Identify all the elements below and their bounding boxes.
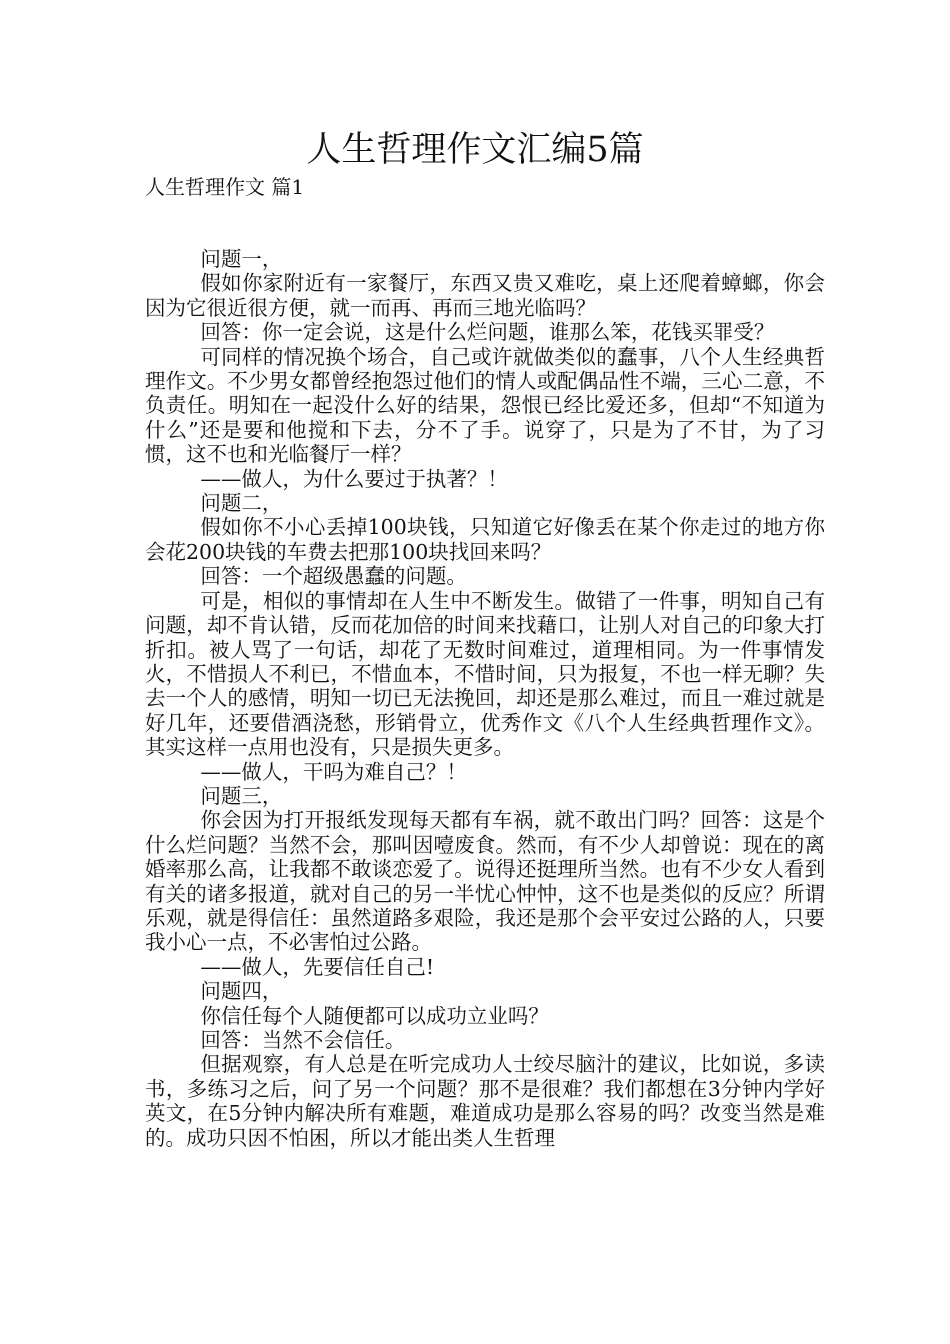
paragraph: 你会因为打开报纸发现每天都有车祸，就不敢出门吗？回答：这是个什么烂问题？当然不会，那叫因噎废食。然而，有不少人却曾说：现在的离婚率那么高，让我都不敢谈恋爱了。说得还挺理所当然。也有不少女人看到有关的诸多报道，就对自己的另一半忧心忡忡，这不也是类似的反应？所谓乐观，就是得信任：虽然道路多艰险，我还是那个会平安过公路的人，只要我小心一点，不必害怕过公路。	[145, 808, 825, 955]
document-title: 人生哲理作文汇编5篇	[306, 130, 644, 170]
paragraph: 可同样的情况换个场合，自己或许就做类似的蠢事，八个人生经典哲理作文。不少男女都曾经抱怨过他们的情人或配偶品性不端，三心二意，不负责任。明知在一起没什么好的结果，怨恨已经比爱还多，但却“不知道为什么”还是要和他搅和下去，分不了手。说穿了，只是为了不甘，为了习惯，这不也和光临餐厅一样？	[145, 344, 825, 467]
paragraph: 回答：当然不会信任。	[200, 1028, 406, 1052]
paragraph: 假如你家附近有一家餐厅，东西又贵又难吃，桌上还爬着蟑螂，你会因为它很近很方便，就一而再、再而三地光临吗？	[145, 271, 825, 320]
paragraph: 问题四，	[200, 979, 283, 1004]
paragraph: 回答：你一定会说，这是什么烂问题，谁那么笨，花钱买罪受？	[200, 320, 775, 345]
paragraph: 回答：一个超级愚蠢的问题。	[200, 564, 467, 589]
paragraph: 可是，相似的事情却在人生中不断发生。做错了一件事，明知自己有问题，却不肯认错，反而花加倍的时间来找藉口，让别人对自己的印象大打折扣。被人骂了一句话，却花了无数时间难过，道理相同。为一件事情发火，不惜损人不利已，不惜血本，不惜时间，只为报复，不也一样无聊？失去一个人的感情，明知一切已无法挽回，却还是那么难过，而且一难过就是好几年，还要借酒浇愁，形销骨立，优秀作文《八个人生经典哲理作文》。其实这样一点用也没有，只是损失更多。	[145, 588, 825, 760]
paragraph: 你信任每个人随便都可以成功立业吗？	[200, 1003, 549, 1028]
paragraph: 问题一，	[200, 247, 283, 271]
paragraph: ——做人，干吗为难自己？！	[200, 759, 467, 784]
section-heading: 人生哲理作文 篇1	[145, 175, 305, 199]
paragraph: 但据观察，有人总是在听完成功人士绞尽脑汁的建议，比如说，多读书，多练习之后，问了另一个问题？那不是很难？我们都想在3分钟内学好英文，在5分钟内解决所有难题，难道成功是那么容易的吗？改变当然是难的。成功只因不怕困，所以才能出类人生哲理	[145, 1052, 825, 1150]
paragraph: ——做人，为什么要过于执著？！	[200, 466, 508, 491]
paragraph: ——做人，先要信任自己!	[200, 954, 435, 979]
paragraph: 问题三，	[200, 783, 283, 808]
paragraph: 假如你不小心丢掉100块钱，只知道它好像丢在某个你走过的地方你会花200块钱的车费去把那100块找回来吗？	[145, 515, 825, 564]
body-text	[145, 247, 825, 1150]
paragraph: 问题二，	[200, 491, 283, 516]
